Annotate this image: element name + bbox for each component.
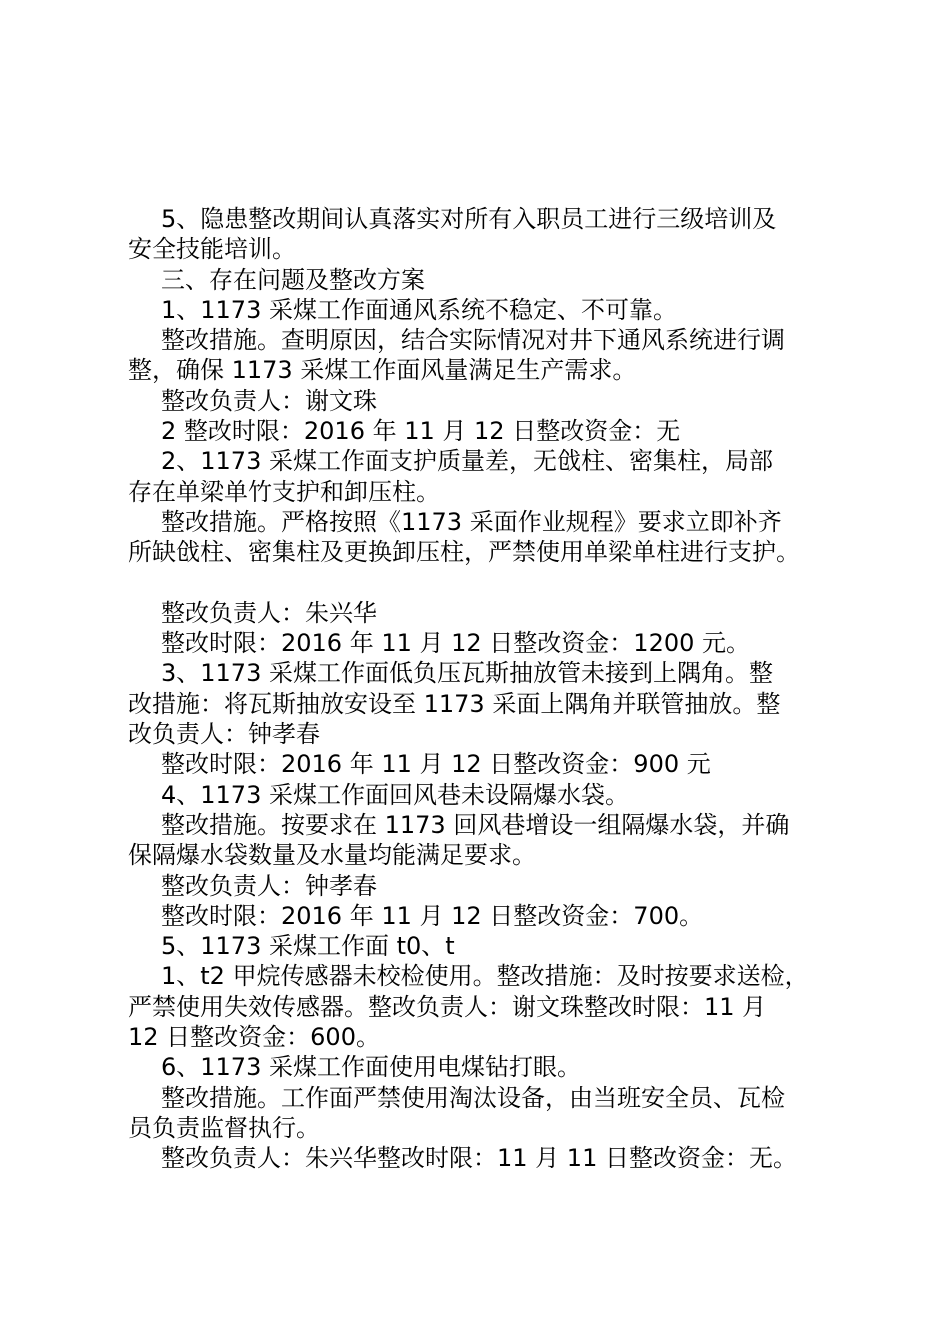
issue-title: 6、1173 采煤工作面使用电煤钻打眼。 — [161, 1053, 581, 1082]
responsible-person: 整改负责人：朱兴华 — [161, 598, 377, 627]
issue-title: 2、1173 采煤工作面支护质量差，无戗柱、密集柱，局部 — [161, 447, 773, 476]
paragraph-line: 保隔爆水袋数量及水量均能满足要求。 — [128, 841, 536, 870]
paragraph-line: 5、隐患整改期间认真落实对所有入职员工进行三级培训及 — [161, 205, 777, 233]
issue-title: 1、1173 采煤工作面通风系统不稳定、不可靠。 — [161, 295, 677, 324]
issue-title: 3、1173 采煤工作面低负压瓦斯抽放管未接到上隅角。整 — [161, 659, 773, 688]
blank-line — [128, 568, 828, 598]
paragraph-line: 整改措施。按要求在 1173 回风巷增设一组隔爆水袋，并确 — [161, 810, 790, 839]
paragraph-line: 改措施：将瓦斯抽放安设至 1173 采面上隅角并联管抽放。整 — [128, 689, 781, 718]
deadline-funding: 整改时限：2016 年 11 月 12 日整改资金：700。 — [161, 901, 704, 930]
paragraph-line: 存在单梁单竹支护和卸压柱。 — [128, 477, 440, 506]
paragraph-line: 员负责监督执行。 — [128, 1113, 320, 1142]
paragraph-line: 整，确保 1173 采煤工作面风量满足生产需求。 — [128, 356, 637, 385]
responsible-person: 整改负责人：谢文珠 — [161, 386, 377, 415]
issue-title: 4、1173 采煤工作面回风巷未设隔爆水袋。 — [161, 780, 629, 809]
paragraph-line: 1、t2 甲烷传感器未校检使用。整改措施：及时按要求送检， — [161, 962, 809, 991]
paragraph-line: 整改措施。严格按照《1173 采面作业规程》要求立即补齐 — [161, 507, 782, 536]
responsible-person: 整改负责人：钟孝春 — [161, 871, 377, 900]
responsible-person: 整改负责人：朱兴华整改时限：11 月 11 日整改资金：无。 — [161, 1144, 797, 1173]
deadline-funding: 整改时限：2016 年 11 月 12 日整改资金：900 元 — [161, 750, 711, 779]
issue-title: 5、1173 采煤工作面 t0、t — [161, 932, 455, 961]
section-heading: 三、存在问题及整改方案 — [161, 265, 425, 294]
paragraph-line: 整改措施。工作面严禁使用淘汰设备，由当班安全员、瓦检 — [161, 1083, 785, 1112]
paragraph-line: 改负责人：钟孝春 — [128, 720, 320, 749]
deadline-funding: 整改时限：2016 年 11 月 12 日整改资金：1200 元。 — [161, 629, 751, 658]
paragraph-line: 所缺戗柱、密集柱及更换卸压柱，严禁使用单梁单柱进行支护。 — [128, 538, 800, 567]
document-body — [128, 204, 828, 1174]
paragraph-line: 12 日整改资金：600。 — [128, 1023, 380, 1052]
paragraph-line: 严禁使用失效传感器。整改负责人：谢文珠整改时限：11 月 — [128, 992, 767, 1021]
paragraph-line: 安全技能培训。 — [128, 235, 296, 264]
paragraph-line: 整改措施。查明原因，结合实际情况对井下通风系统进行调 — [161, 326, 785, 355]
deadline-funding: 2 整改时限：2016 年 11 月 12 日整改资金：无 — [161, 417, 681, 446]
